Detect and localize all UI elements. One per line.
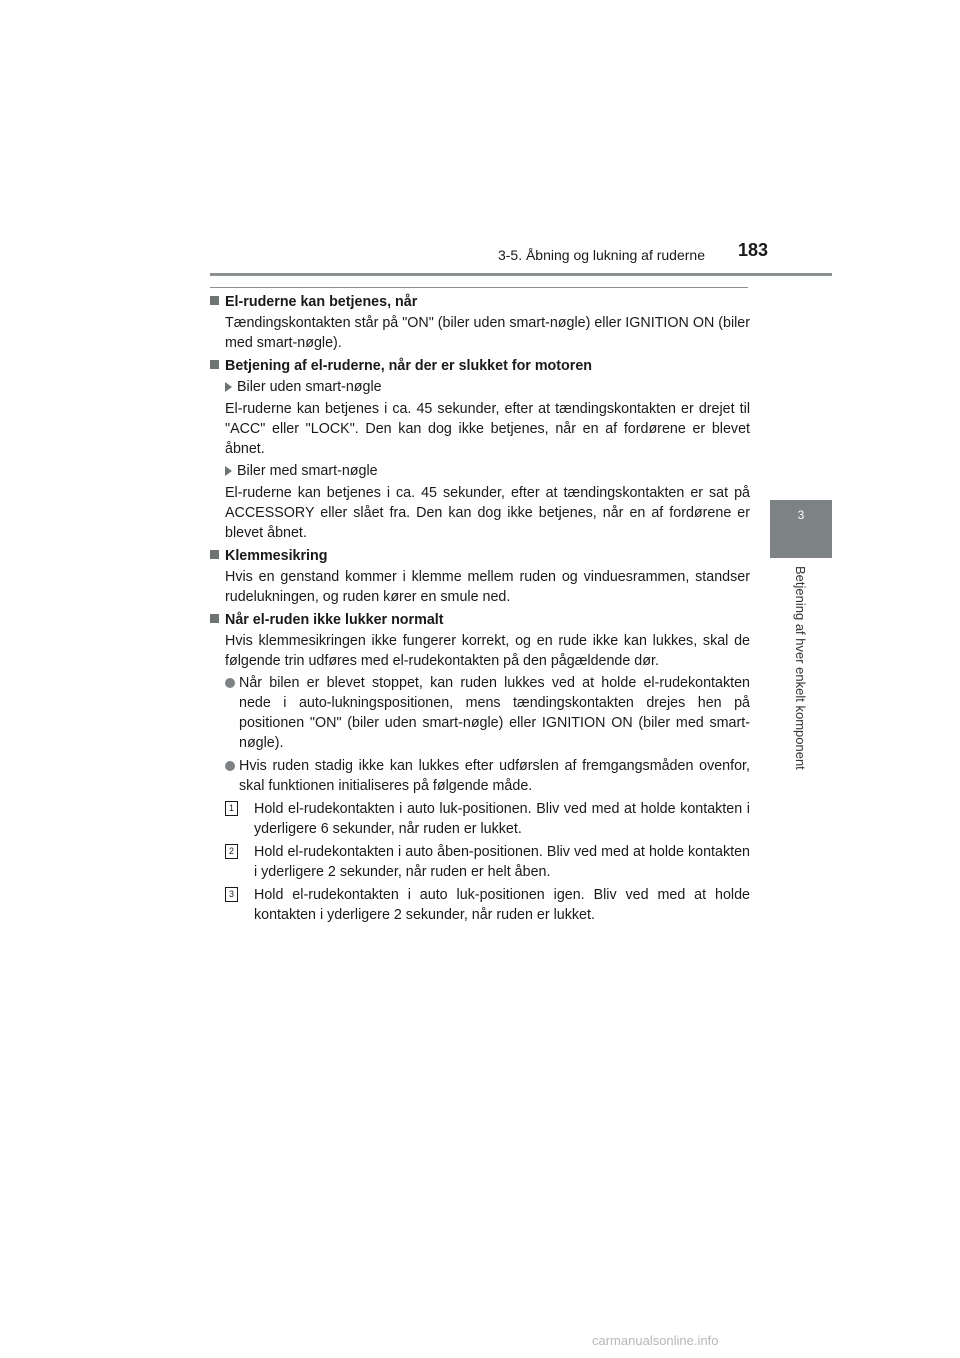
section-heading: Klemmesikring	[225, 548, 328, 564]
section-heading: El-ruderne kan betjenes, når	[225, 294, 418, 310]
sub-item-label: Biler med smart-nøgle	[237, 463, 378, 479]
triangle-bullet-icon	[225, 466, 232, 476]
sub-item	[210, 377, 750, 397]
chapter-tab	[770, 500, 832, 558]
step-2: 2 Hold el-rudekontakten i auto åben-positionen. Bliv ved med at holde kontakten i yderligere 2 sekunder, når ruden er helt åben.	[210, 842, 750, 882]
square-bullet-icon	[210, 614, 219, 623]
paragraph: El-ruderne kan betjenes i ca. 45 sekunder, efter at tændingskontakten er sat på ACCESSORY eller slået fra. Den kan dog ikke betjenes, når en af fordørene er blevet åbnet.	[225, 485, 750, 541]
page-number: 183	[738, 240, 769, 260]
square-bullet-icon	[210, 296, 219, 305]
sub-item-label: Biler uden smart-nøgle	[237, 379, 382, 395]
paragraph: Hvis klemmesikringen ikke fungerer korrekt, og en rude ikke kan lukkes, skal de følgende trin udføres med el-rudekontakten på den pågældende dør.	[225, 633, 750, 669]
section-title: 3-5. Åbning og lukning af ruderne	[497, 247, 705, 263]
square-bullet-icon	[210, 360, 219, 369]
step-3: 3 Hold el-rudekontakten i auto luk-positionen igen. Bliv ved med at holde kontakten i yderligere 2 sekunder, når ruden er lukket.	[210, 885, 750, 925]
section-heading: Når el-ruden ikke lukker normalt	[225, 612, 444, 628]
step-number: 2	[225, 844, 238, 859]
watermark: carmanualsonline.info	[592, 1333, 719, 1348]
step-number: 1	[225, 801, 238, 816]
square-bullet-icon	[210, 550, 219, 559]
triangle-bullet-icon	[225, 382, 232, 392]
paragraph: Hvis en genstand kommer i klemme mellem ruden og vinduesrammen, standser rudelukningen, og ruden kører en smule ned.	[225, 569, 750, 605]
step-1: 1 Hold el-rudekontakten i auto luk-positionen. Bliv ved med at holde kontakten i yderligere 6 sekunder, når ruden er lukket.	[210, 799, 750, 839]
sub-item	[210, 461, 750, 481]
header-divider	[210, 273, 832, 276]
section-lukker-ikke	[210, 610, 750, 925]
chapter-number: 3	[797, 508, 805, 522]
section-heading: Betjening af el-ruderne, når der er slukket for motoren	[225, 358, 593, 374]
paragraph: Tændingskontakten står på "ON" (biler uden smart-nøgle) eller IGNITION ON (biler med smart-nøgle).	[225, 315, 751, 351]
circle-bullet-icon	[225, 678, 235, 688]
chapter-title: Betjening af hver enkelt komponent	[793, 566, 808, 770]
list-item: Når bilen er blevet stoppet, kan ruden lukkes ved at holde el-rudekontakten nede i auto-lukningspositionen, mens tændingskontakten drejes hen på positionen "ON" (biler uden smart-nøgle) eller IGNITION ON (biler med smart-nøgle).	[210, 673, 750, 753]
section-klemmesikring	[210, 546, 750, 607]
content-divider	[210, 287, 748, 288]
step-number: 3	[225, 887, 238, 902]
section-motor-slukket	[210, 356, 750, 543]
circle-bullet-icon	[225, 761, 235, 771]
list-item: Hvis ruden stadig ikke kan lukkes efter udførslen af fremgangsmåden ovenfor, skal funktionen initialiseres på følgende måde.	[210, 756, 750, 796]
paragraph: El-ruderne kan betjenes i ca. 45 sekunder, efter at tændingskontakten er drejet til "ACC" eller "LOCK". Den kan dog ikke betjenes, når en af fordørene er blevet åbnet.	[225, 401, 750, 457]
section-el-ruderne	[210, 292, 750, 353]
page-content	[210, 292, 750, 928]
